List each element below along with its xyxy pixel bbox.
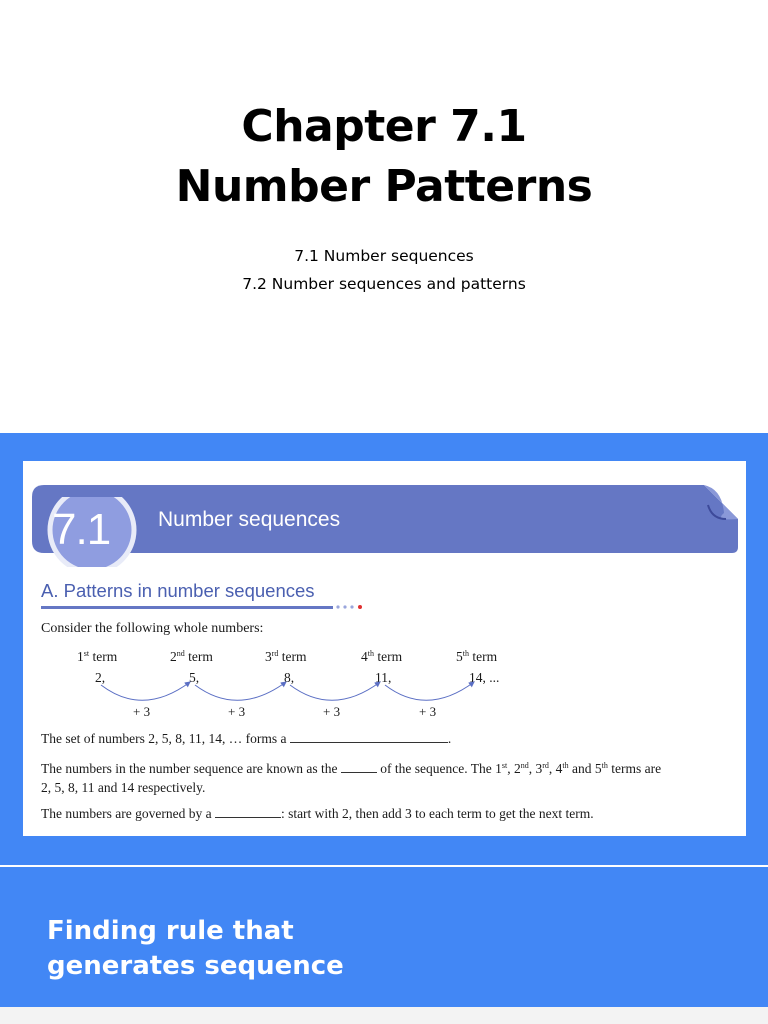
increment-label: + 3 bbox=[133, 704, 151, 719]
section-title: Number sequences bbox=[158, 508, 341, 531]
section-number: 7.1 bbox=[52, 505, 111, 554]
term-label: 4th term bbox=[361, 649, 403, 664]
answer-blank[interactable] bbox=[215, 806, 281, 818]
term-label: 3rd term bbox=[265, 649, 307, 664]
sequence-value: 14, ... bbox=[469, 670, 500, 685]
subtopic-item: 7.1 Number sequences bbox=[294, 247, 474, 265]
slide-title bbox=[0, 0, 768, 433]
sequence-value: 5, bbox=[189, 670, 200, 685]
term-label: 5th term bbox=[456, 649, 498, 664]
sequence-value: 2, bbox=[95, 670, 106, 685]
slide-finding-rule bbox=[0, 867, 768, 1007]
subheading: A. Patterns in number sequences bbox=[41, 580, 315, 601]
fill-in-sentence-3: The numbers are governed by a : start with 2, then add 3 to each term to get the next term. bbox=[41, 806, 594, 821]
slide-heading bbox=[47, 914, 344, 984]
increment-label: + 3 bbox=[228, 704, 246, 719]
arrow-arc bbox=[195, 682, 286, 700]
chapter-title bbox=[0, 97, 768, 217]
arrow-arc bbox=[101, 682, 190, 700]
intro-text: Consider the following whole numbers: bbox=[41, 621, 264, 636]
sequence-value: 8, bbox=[284, 670, 295, 685]
subtopic-item: 7.2 Number sequences and patterns bbox=[242, 275, 526, 293]
arrow-arc bbox=[290, 682, 380, 700]
increment-label: + 3 bbox=[419, 704, 437, 719]
next-slide-edge bbox=[0, 1007, 768, 1024]
increment-label: + 3 bbox=[323, 704, 341, 719]
subheading-underline bbox=[41, 606, 333, 609]
answer-blank[interactable] bbox=[290, 731, 448, 743]
slide-heading-line2: generates sequence bbox=[47, 951, 344, 981]
slide-heading-line1: Finding rule that bbox=[47, 916, 294, 946]
underline-dots bbox=[335, 604, 365, 610]
slide-textbook-excerpt bbox=[0, 433, 768, 865]
textbook-page-image bbox=[23, 461, 746, 836]
arrow-arc bbox=[385, 682, 474, 700]
term-label: 1st term bbox=[77, 649, 118, 664]
answer-blank[interactable] bbox=[341, 761, 377, 773]
fill-in-sentence-1: The set of numbers 2, 5, 8, 11, 14, … forms a . bbox=[41, 731, 452, 746]
sequence-value: 11, bbox=[375, 670, 392, 685]
chapter-title-line1: Chapter 7.1 bbox=[241, 101, 527, 152]
section-banner bbox=[32, 485, 738, 553]
subtopic-list bbox=[0, 242, 768, 298]
fill-in-sentence-2: The numbers in the number sequence are known as the of the sequence. The 1st, 2nd, 3rd, 4th and 5th terms are 2, 5, 8, 11 and 14 respectively. bbox=[41, 761, 662, 795]
chapter-title-line2: Number Patterns bbox=[175, 161, 593, 212]
term-label: 2nd term bbox=[170, 649, 213, 664]
